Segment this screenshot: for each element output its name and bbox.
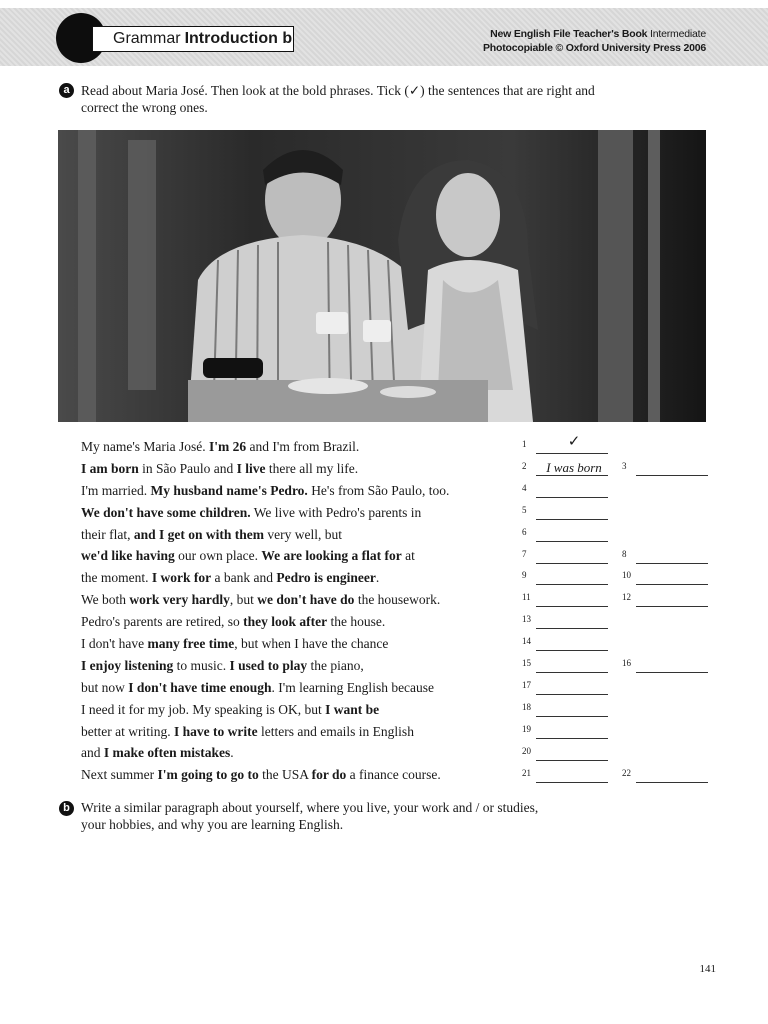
paragraph-text: Next summer xyxy=(81,767,158,783)
answer-blank[interactable] xyxy=(522,548,612,566)
paragraph-text: in São Paulo and xyxy=(138,460,237,476)
answer-blank[interactable] xyxy=(522,745,612,763)
answer-blank[interactable] xyxy=(622,548,712,566)
paragraph-text: the piano, xyxy=(307,657,364,673)
paragraph-text: the house. xyxy=(327,614,386,630)
paragraph-text: the housework. xyxy=(354,592,441,608)
answer-blank[interactable] xyxy=(522,526,612,544)
bold-phrase: we'd like having xyxy=(81,548,175,564)
answer-line xyxy=(536,628,608,629)
paragraph-line xyxy=(81,677,521,699)
section-heading: Introduction b xyxy=(184,30,293,47)
paragraph-text: to music. xyxy=(173,657,230,673)
answer-number: 22 xyxy=(622,767,631,778)
answer-line xyxy=(536,694,608,695)
task-a-marker: a xyxy=(59,83,74,98)
bold-phrase: We are looking a flat for xyxy=(261,548,402,564)
answer-number: 8 xyxy=(622,548,627,559)
answer-line xyxy=(636,584,708,585)
bold-phrase: I want be xyxy=(325,701,380,717)
paragraph-line xyxy=(81,742,521,764)
answer-number: 13 xyxy=(522,614,531,625)
paragraph-text: We both xyxy=(81,592,130,608)
paragraph-line xyxy=(81,502,521,524)
answer-blank[interactable] xyxy=(522,569,612,587)
paragraph-line xyxy=(81,480,521,502)
answer-line xyxy=(536,606,608,607)
answer-line xyxy=(536,497,608,498)
bold-phrase: I work for xyxy=(151,570,212,586)
bold-phrase: I have to write xyxy=(173,723,258,739)
page-number: 141 xyxy=(699,963,716,975)
copyright-notice: Photocopiable © Oxford University Press 2006 xyxy=(482,42,706,54)
book-info xyxy=(483,27,706,55)
task-a-instruction-line: correct the wrong ones. xyxy=(81,100,208,115)
bold-phrase: we don't have do xyxy=(257,592,355,608)
answer-line xyxy=(636,563,708,564)
paragraph-text: I'm married. xyxy=(81,482,151,498)
answer-line xyxy=(536,453,608,454)
paragraph-text: . xyxy=(230,745,234,761)
bold-phrase: I make often mistakes xyxy=(103,745,231,761)
answer-blank[interactable] xyxy=(622,569,712,587)
paragraph-text: I don't have xyxy=(81,636,148,652)
answer-number: 21 xyxy=(522,767,531,778)
answer-number: 18 xyxy=(522,701,531,712)
bold-phrase: I live xyxy=(236,460,266,476)
paragraph-text: better at writing. xyxy=(81,723,174,739)
answer-line xyxy=(536,760,608,761)
answer-number: 14 xyxy=(522,636,531,647)
answer-number: 3 xyxy=(622,460,627,471)
answer-blank[interactable] xyxy=(622,767,712,785)
paragraph-line xyxy=(81,633,521,655)
answer-blank[interactable] xyxy=(522,723,612,741)
answer-blank[interactable] xyxy=(522,460,612,478)
answer-blank[interactable] xyxy=(522,613,612,631)
answer-number: 15 xyxy=(522,658,531,668)
answer-value: I was born xyxy=(546,459,602,475)
book-title: New English File Teacher's Book xyxy=(490,28,648,40)
answer-line xyxy=(536,738,608,739)
task-b-marker: b xyxy=(59,801,74,816)
answer-blank[interactable] xyxy=(522,767,612,785)
paragraph-text: their flat, xyxy=(81,526,134,542)
paragraph-line xyxy=(81,545,521,567)
tick-mark: ✓ xyxy=(567,434,581,450)
section-label: Grammar xyxy=(113,30,181,47)
paragraph-text: Pedro's parents are retired, so xyxy=(81,614,244,630)
answer-line xyxy=(536,716,608,717)
answer-line xyxy=(536,672,608,673)
answer-number: 12 xyxy=(622,592,631,603)
bold-phrase: work very hardly xyxy=(129,592,230,608)
answer-line xyxy=(636,606,708,607)
answer-line xyxy=(536,584,608,585)
paragraph-line xyxy=(81,699,521,721)
paragraph-line xyxy=(81,567,521,589)
paragraph-text: there all my life. xyxy=(265,460,359,476)
task-b-instruction xyxy=(81,799,641,833)
answer-number: 4 xyxy=(522,482,527,493)
task-a-instruction-line: Read about Maria José. Then look at the bold phrases. Tick (✓) the sentences that are right and xyxy=(81,83,595,98)
paragraph-text: a bank and xyxy=(211,570,277,586)
paragraph-text: a finance course. xyxy=(346,767,441,783)
answer-number: 11 xyxy=(522,592,531,603)
answer-blank[interactable] xyxy=(522,482,612,500)
answer-number: 5 xyxy=(522,504,527,515)
answer-blank[interactable] xyxy=(522,679,612,697)
answer-line xyxy=(636,782,708,783)
task-b-instruction-line: Write a similar paragraph about yourself, where you live, your work and / or studies, xyxy=(81,800,539,815)
answer-blank[interactable] xyxy=(522,434,612,456)
answer-number: 7 xyxy=(522,548,527,559)
bold-phrase: I don't have time enough xyxy=(128,679,272,695)
paragraph-line xyxy=(81,524,521,546)
bold-phrase: I enjoy listening xyxy=(81,657,174,673)
paragraph-text: . I'm learning English because xyxy=(271,679,435,695)
cafe-couple-photo xyxy=(58,130,706,422)
paragraph-text: I need it for my job. My speaking is OK, but xyxy=(81,701,326,717)
bold-phrase: I used to play xyxy=(229,657,308,673)
answer-line xyxy=(636,672,708,673)
answer-number: 10 xyxy=(622,570,631,581)
answer-blank[interactable] xyxy=(522,657,612,675)
paragraph-line xyxy=(81,589,521,611)
answer-number: 1 xyxy=(522,439,527,449)
paragraph-text: He's from São Paulo, too. xyxy=(307,482,450,498)
bold-phrase: Pedro is engineer xyxy=(276,570,376,586)
paragraph-text: our own place. xyxy=(174,548,262,564)
book-level: Intermediate xyxy=(650,28,706,40)
answer-blank[interactable] xyxy=(522,591,612,609)
paragraph-text: at xyxy=(401,548,415,564)
paragraph-text: letters and emails in English xyxy=(257,723,414,739)
bold-phrase: they look after xyxy=(243,614,328,630)
paragraph-text: , but xyxy=(229,592,258,608)
section-title xyxy=(92,26,294,52)
bold-phrase: many free time xyxy=(147,636,235,652)
paragraph-text: , but when I have the chance xyxy=(234,636,389,652)
answer-line xyxy=(536,563,608,564)
paragraph-text: very well, but xyxy=(264,526,342,542)
paragraph-line xyxy=(81,436,521,458)
answer-number: 20 xyxy=(522,745,531,756)
paragraph-text: . xyxy=(375,570,380,586)
answer-line xyxy=(536,650,608,651)
answer-line xyxy=(536,541,608,542)
bold-phrase: I'm 26 xyxy=(209,439,247,454)
bold-phrase: I'm going to go to xyxy=(157,767,259,783)
maria-jose-paragraph xyxy=(81,436,521,786)
paragraph-line xyxy=(81,721,521,743)
answer-line xyxy=(636,475,708,476)
answer-number: 17 xyxy=(522,679,531,690)
paragraph-line xyxy=(81,764,521,786)
paragraph-line xyxy=(81,611,521,633)
paragraph-text: My name's Maria José. xyxy=(81,439,210,454)
bold-phrase: for do xyxy=(311,767,347,783)
paragraph-text: but now xyxy=(81,679,129,695)
paragraph-text: the moment. xyxy=(81,570,152,586)
answer-blank[interactable] xyxy=(622,657,712,675)
paragraph-text: and I'm from Brazil. xyxy=(246,439,360,454)
answer-number: 16 xyxy=(622,658,631,668)
answer-blank[interactable] xyxy=(522,504,612,522)
paragraph-text: and xyxy=(81,745,104,761)
answer-number: 6 xyxy=(522,526,527,537)
answer-number: 19 xyxy=(522,723,531,734)
answer-number: 9 xyxy=(522,570,527,581)
answer-blank[interactable] xyxy=(622,591,712,609)
task-b-instruction-line: your hobbies, and why you are learning English. xyxy=(81,817,344,832)
task-a-instruction xyxy=(81,82,691,116)
answer-line xyxy=(536,782,608,783)
answer-blank[interactable] xyxy=(522,701,612,719)
bold-phrase: I am born xyxy=(81,460,139,476)
bold-phrase: My husband name's Pedro. xyxy=(150,482,308,498)
paragraph-text: the USA xyxy=(258,767,312,783)
paragraph-line xyxy=(81,655,521,677)
answer-blank[interactable] xyxy=(622,460,712,478)
paragraph-text: We live with Pedro's parents in xyxy=(250,504,422,520)
paragraph-line xyxy=(81,458,521,480)
bold-phrase: We don't have some children. xyxy=(81,504,251,520)
answer-number: 2 xyxy=(522,460,527,471)
bold-phrase: and I get on with them xyxy=(133,526,264,542)
answer-blank[interactable] xyxy=(522,635,612,653)
answer-line xyxy=(536,519,608,520)
